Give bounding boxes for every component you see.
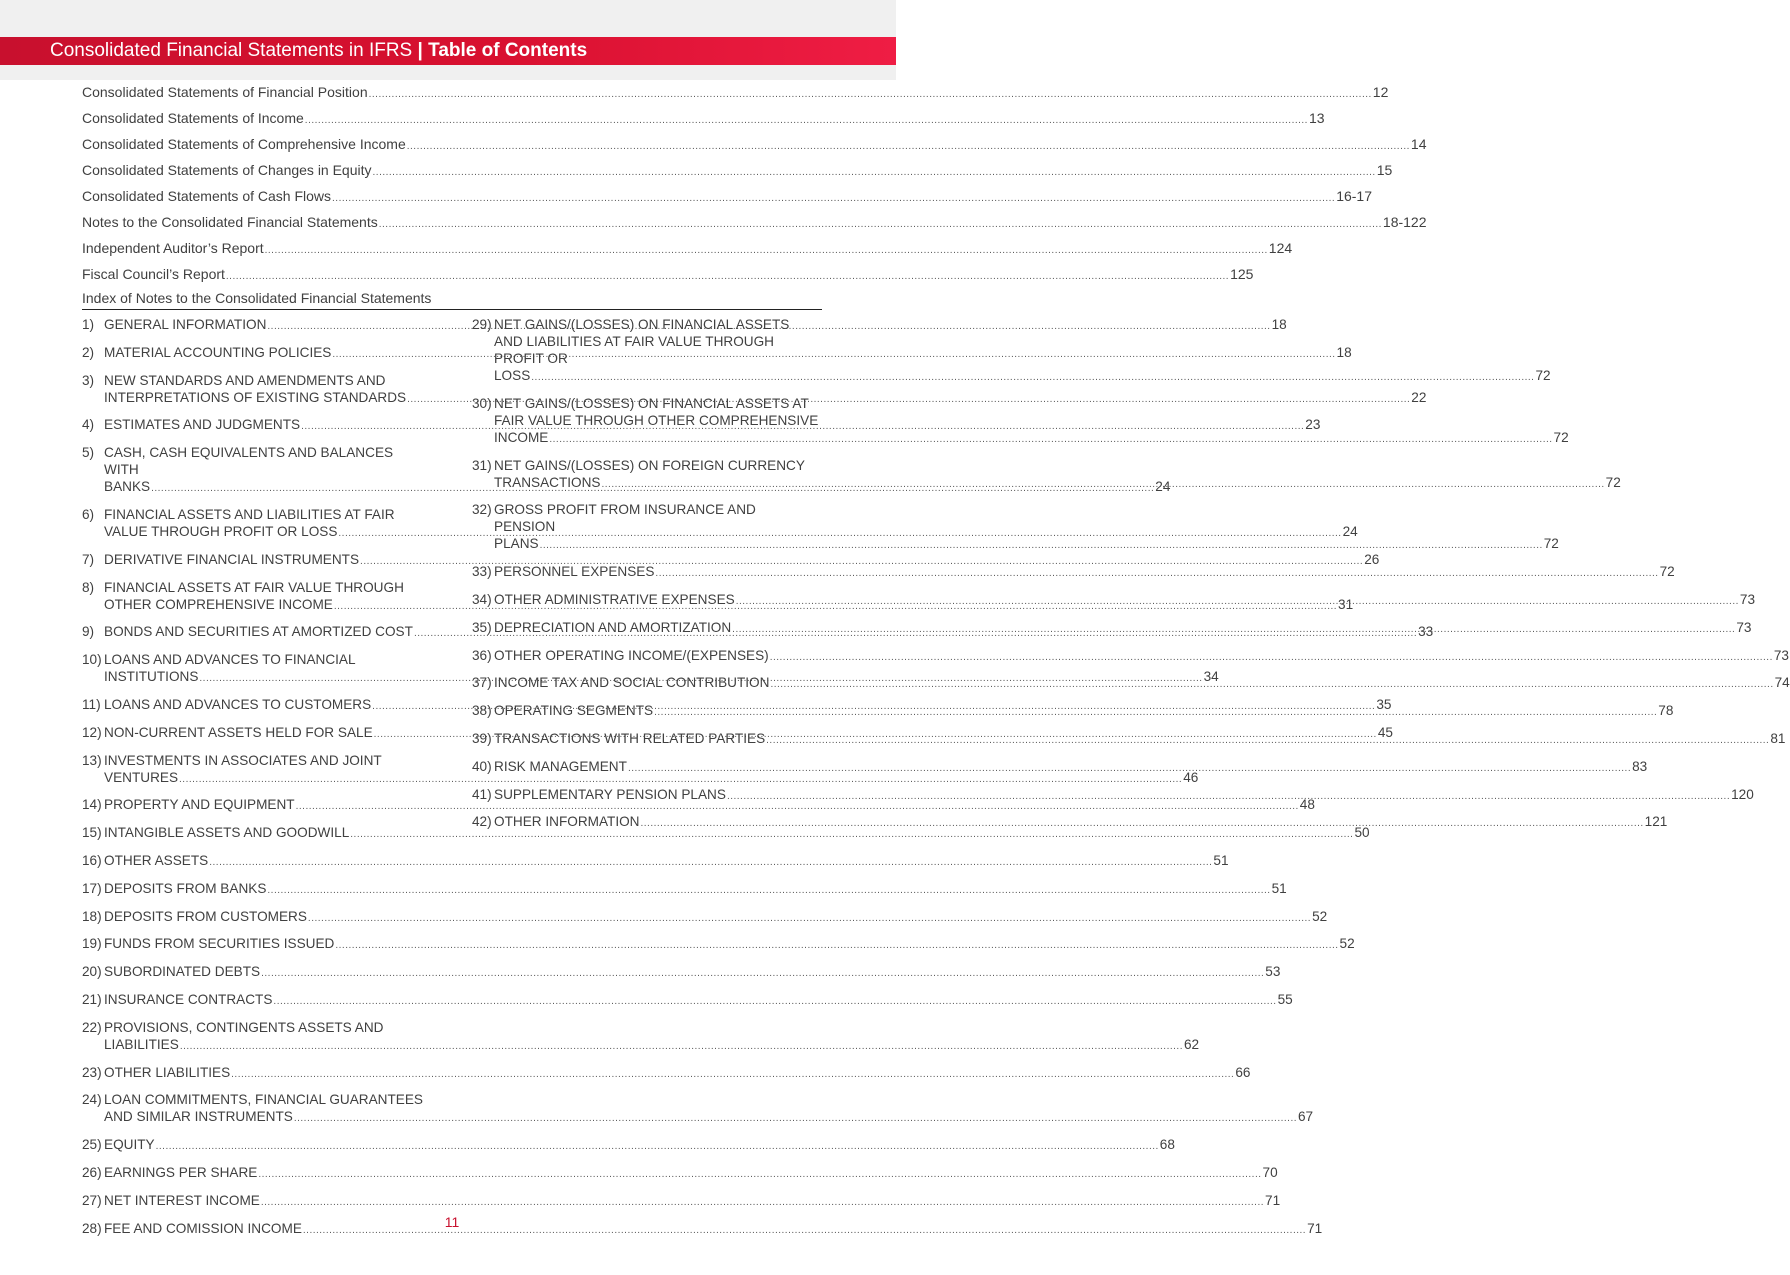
toc-entry[interactable] <box>82 132 1427 158</box>
note-number: 21) <box>82 991 102 1007</box>
note-title: GENERAL INFORMATION <box>104 317 267 332</box>
note-title: TRANSACTIONS <box>494 474 601 490</box>
leader-dots <box>407 135 1410 159</box>
note-page: 68 <box>1159 1137 1175 1153</box>
note-title: LOSS <box>494 368 531 383</box>
note-page: 26 <box>1364 551 1380 567</box>
note-title: ESTIMATES AND JUDGMENTS <box>104 417 301 433</box>
note-page: 52 <box>1339 936 1355 952</box>
note-entry[interactable] <box>82 1064 1251 1083</box>
note-number: 40) <box>472 758 492 774</box>
note-title-lead: NET GAINS/(LOSSES) ON FOREIGN CURRENCY <box>494 457 805 473</box>
note-number: 36) <box>472 647 492 663</box>
leader-dots <box>265 239 1268 263</box>
note-title: FUNDS FROM SECURITIES ISSUED <box>104 936 335 952</box>
note-page: 73 <box>1773 647 1789 663</box>
note-page: 48 <box>1299 797 1315 813</box>
note-title: DEPRECIATION AND AMORTIZATION <box>494 619 732 635</box>
note-page: 71 <box>1307 1220 1323 1236</box>
note-title: BONDS AND SECURITIES AT AMORTIZED COST <box>104 624 413 640</box>
note-page: 34 <box>1203 669 1219 685</box>
note-page: 81 <box>1770 730 1786 746</box>
note-title-lead: NET GAINS/(LOSSES) ON FINANCIAL ASSETS AT FAIR VALUE THROUGH OTHER COMPREHENSIVE <box>494 395 819 428</box>
note-entry[interactable] <box>82 1192 1281 1211</box>
leader-dots <box>770 676 1773 693</box>
note-title: AND SIMILAR INSTRUMENTS <box>104 1109 293 1125</box>
note-page: 46 <box>1183 769 1199 785</box>
toc-entry[interactable] <box>82 106 1325 132</box>
toc-entry[interactable] <box>82 210 1427 236</box>
note-title: OTHER LIABILITIES <box>104 1064 231 1080</box>
note-entry[interactable] <box>82 416 1321 435</box>
note-number: 8) <box>82 579 95 595</box>
note-page: 33 <box>1418 624 1434 640</box>
toc-entry-page: 16-17 <box>1336 188 1372 204</box>
note-number: 12) <box>82 724 102 740</box>
toc-entry[interactable] <box>82 158 1393 184</box>
note-entry[interactable] <box>472 813 1668 832</box>
note-page: 83 <box>1632 758 1648 774</box>
note-page: 72 <box>1659 564 1675 580</box>
note-entry[interactable] <box>82 963 1281 982</box>
note-number: 41) <box>472 786 492 802</box>
leader-dots <box>294 1110 1297 1127</box>
leader-dots <box>549 431 1552 448</box>
note-number: 34) <box>472 591 492 607</box>
note-page: 35 <box>1376 696 1392 712</box>
leader-dots <box>332 187 1335 211</box>
leader-dots <box>226 265 1229 289</box>
note-page: 18 <box>1336 344 1352 360</box>
note-title-lead: PROVISIONS, CONTINGENTS ASSETS AND <box>104 1019 384 1035</box>
section-header <box>0 37 896 65</box>
note-number: 15) <box>82 825 102 841</box>
note-number: 4) <box>82 417 95 433</box>
note-title: RISK MANAGEMENT <box>494 758 627 774</box>
note-page: 70 <box>1262 1164 1278 1180</box>
note-entry[interactable] <box>472 647 1789 666</box>
note-title: NON-CURRENT ASSETS HELD FOR SALE <box>104 724 373 740</box>
note-page: 31 <box>1338 596 1354 612</box>
note-title-lead: NET GAINS/(LOSSES) ON FINANCIAL ASSETS AND LIABILITIES AT FAIR VALUE THROUGH PROFIT OR <box>494 317 790 366</box>
note-title: OTHER OPERATING INCOME/(EXPENSES) <box>494 647 769 663</box>
note-number: 19) <box>82 936 102 952</box>
note-title-lead: LOANS AND ADVANCES TO FINANCIAL <box>104 652 356 668</box>
toc-entry-page: 125 <box>1230 266 1254 282</box>
note-title: MATERIAL ACCOUNTING POLICIES <box>104 344 332 360</box>
note-title: INSTITUTIONS <box>104 669 199 685</box>
note-page: 73 <box>1736 619 1752 635</box>
note-number: 42) <box>472 814 492 830</box>
note-page: 51 <box>1271 880 1287 896</box>
note-number: 23) <box>82 1064 102 1080</box>
note-title: EARNINGS PER SHARE <box>104 1164 258 1180</box>
note-number: 2) <box>82 344 95 360</box>
note-title: INCOME TAX AND SOCIAL CONTRIBUTION <box>494 675 770 691</box>
note-title: LOANS AND ADVANCES TO CUSTOMERS <box>104 696 372 712</box>
leader-dots <box>261 965 1264 982</box>
note-number: 33) <box>472 564 492 580</box>
note-number: 7) <box>82 551 95 567</box>
note-entry[interactable] <box>82 824 1370 843</box>
note-page: 120 <box>1731 786 1754 802</box>
note-entry[interactable] <box>82 908 1328 927</box>
note-page: 62 <box>1183 1036 1200 1052</box>
page-number: 11 <box>444 1214 460 1230</box>
note-page: 45 <box>1377 724 1393 740</box>
note-number: 28) <box>82 1220 102 1236</box>
note-title: INSURANCE CONTRACTS <box>104 991 273 1007</box>
note-title: TRANSACTIONS WITH RELATED PARTIES <box>494 730 766 746</box>
toc-entry-title: Consolidated Statements of Financial Position <box>82 84 368 100</box>
note-entry[interactable] <box>472 563 1675 582</box>
note-title: BANKS <box>104 479 151 495</box>
leader-dots <box>540 537 1543 554</box>
note-entry[interactable] <box>82 344 1352 363</box>
note-page: 51 <box>1213 852 1229 868</box>
note-number: 30) <box>472 395 492 411</box>
leader-dots <box>308 910 1311 927</box>
note-page: 71 <box>1265 1192 1281 1208</box>
leader-dots <box>655 565 1658 582</box>
note-page: 24 <box>1155 479 1171 495</box>
note-title: DERIVATIVE FINANCIAL INSTRUMENTS <box>104 551 360 567</box>
note-page: 22 <box>1411 389 1427 405</box>
note-number: 24) <box>82 1092 102 1108</box>
header-section: Table of Contents <box>428 40 588 61</box>
toc-entry-page: 13 <box>1308 110 1325 126</box>
leader-dots <box>379 213 1382 237</box>
note-page: 73 <box>1739 591 1756 607</box>
note-number: 35) <box>472 619 492 635</box>
leader-dots <box>180 1038 1183 1055</box>
note-page: 52 <box>1312 908 1328 924</box>
note-title: INTERPRETATIONS OF EXISTING STANDARDS <box>104 389 407 405</box>
note-page: 23 <box>1305 417 1321 433</box>
note-page: 72 <box>1553 429 1569 445</box>
note-number: 26) <box>82 1164 102 1180</box>
note-page: 78 <box>1658 703 1674 719</box>
leader-dots <box>531 369 1534 386</box>
note-number: 9) <box>82 624 95 640</box>
note-title-lead: CASH, CASH EQUIVALENTS AND BALANCES WITH <box>104 445 394 478</box>
leader-dots <box>641 815 1644 832</box>
note-title: DEPOSITS FROM CUSTOMERS <box>104 908 307 924</box>
note-title-lead: LOAN COMMITMENTS, FINANCIAL GUARANTEES <box>104 1092 423 1108</box>
note-title: INCOME <box>494 429 549 445</box>
note-title-lead: FINANCIAL ASSETS AT FAIR VALUE THROUGH <box>104 579 404 595</box>
toc-entry[interactable] <box>82 262 1254 288</box>
toc-entry-title: Notes to the Consolidated Financial Statements <box>82 214 378 230</box>
toc-entry-title: Consolidated Statements of Changes in Equity <box>82 162 372 178</box>
note-number: 32) <box>472 502 492 518</box>
leader-dots <box>209 854 1212 871</box>
note-number: 29) <box>472 317 492 332</box>
note-number: 5) <box>82 445 95 461</box>
note-number: 18) <box>82 908 102 924</box>
note-number: 25) <box>82 1137 102 1153</box>
toc-entry-title: Consolidated Statements of Income <box>82 110 304 126</box>
toc-entry-title: Independent Auditor’s Report <box>82 240 264 256</box>
note-number: 38) <box>472 703 492 719</box>
note-title: LIABILITIES <box>104 1036 179 1052</box>
toc-entry-title: Consolidated Statements of Cash Flows <box>82 188 332 204</box>
note-title: OTHER ADMINISTRATIVE EXPENSES <box>494 591 735 607</box>
note-title: PLANS <box>494 536 539 552</box>
toc-entry-title: Consolidated Statements of Comprehensive Income <box>82 136 406 152</box>
leader-dots <box>736 593 1739 610</box>
note-title: SUPPLEMENTARY PENSION PLANS <box>494 786 726 802</box>
note-page: 74 <box>1774 675 1790 691</box>
note-entry[interactable] <box>82 1136 1175 1155</box>
note-number: 20) <box>82 964 102 980</box>
note-title: DEPOSITS FROM BANKS <box>104 880 267 896</box>
note-title: INTANGIBLE ASSETS AND GOODWILL <box>104 825 350 841</box>
note-entry[interactable] <box>82 1019 1200 1055</box>
note-title: SUBORDINATED DEBTS <box>104 964 261 980</box>
leader-dots <box>369 83 1372 107</box>
note-title: OTHER COMPREHENSIVE INCOME <box>104 596 333 612</box>
note-page: 50 <box>1354 825 1370 841</box>
note-entry[interactable] <box>82 991 1293 1010</box>
note-title: EQUITY <box>104 1137 155 1153</box>
toc-entry-page: 12 <box>1372 84 1389 100</box>
toc-entry-page: 18-122 <box>1382 214 1427 230</box>
note-title: PERSONNEL EXPENSES <box>494 564 655 580</box>
note-number: 11) <box>82 696 101 712</box>
leader-dots <box>258 1166 1261 1183</box>
leader-dots <box>261 1194 1264 1211</box>
leader-dots <box>628 760 1631 777</box>
toc-entry[interactable] <box>82 184 1372 210</box>
note-page: 55 <box>1277 991 1293 1007</box>
note-number: 17) <box>82 880 102 896</box>
note-title-lead: GROSS PROFIT FROM INSURANCE AND PENSION <box>494 502 756 535</box>
toc-entry-page: 14 <box>1410 136 1427 152</box>
note-number: 3) <box>82 372 95 388</box>
table-of-contents <box>82 80 1427 288</box>
header-title: Consolidated Financial Statements in IFRS <box>50 40 413 61</box>
note-title: OTHER ASSETS <box>104 852 209 868</box>
note-entry[interactable] <box>82 1164 1278 1183</box>
leader-dots <box>654 704 1657 721</box>
note-title: OPERATING SEGMENTS <box>494 703 654 719</box>
note-entry[interactable] <box>82 551 1380 570</box>
note-page: 18 <box>1271 317 1287 332</box>
note-title: FEE AND COMISSION INCOME <box>104 1220 302 1236</box>
note-title-lead: INVESTMENTS IN ASSOCIATES AND JOINT <box>104 752 382 768</box>
note-title-lead: NEW STANDARDS AND AMENDMENTS AND <box>104 372 386 388</box>
note-number: 13) <box>82 752 102 768</box>
leader-dots <box>335 937 1338 954</box>
note-title: PROPERTY AND EQUIPMENT <box>104 797 295 813</box>
note-page: 53 <box>1265 964 1281 980</box>
leader-dots <box>770 649 1773 666</box>
leader-dots <box>273 993 1276 1010</box>
note-number: 27) <box>82 1192 102 1208</box>
note-number: 22) <box>82 1019 102 1035</box>
note-title-lead: FINANCIAL ASSETS AND LIABILITIES AT FAIR <box>104 506 395 522</box>
toc-entry[interactable] <box>82 80 1389 106</box>
note-number: 6) <box>82 506 95 522</box>
note-title: VENTURES <box>104 769 179 785</box>
note-page: 72 <box>1605 474 1621 490</box>
note-page: 66 <box>1235 1064 1251 1080</box>
note-page: 72 <box>1543 536 1559 552</box>
leader-dots <box>156 1138 1159 1155</box>
header-separator: | <box>417 40 423 61</box>
note-page: 67 <box>1298 1109 1314 1125</box>
leader-dots <box>373 161 1376 185</box>
leader-dots <box>766 732 1769 749</box>
note-number: 31) <box>472 457 492 473</box>
note-page: 24 <box>1342 523 1358 539</box>
leader-dots <box>727 788 1730 805</box>
leader-dots <box>231 1066 1234 1083</box>
note-page: 121 <box>1644 814 1668 830</box>
note-entry[interactable] <box>82 796 1315 815</box>
note-entry[interactable] <box>82 1091 1314 1127</box>
note-number: 10) <box>82 652 102 668</box>
notes-index-title: Index of Notes to the Consolidated Financial Statements <box>82 288 822 310</box>
note-page: 72 <box>1535 368 1551 383</box>
note-title: OTHER INFORMATION <box>494 814 640 830</box>
note-entry[interactable] <box>82 880 1287 899</box>
note-number: 16) <box>82 852 102 868</box>
leader-dots <box>732 621 1735 638</box>
note-title: NET INTEREST INCOME <box>104 1192 260 1208</box>
note-number: 1) <box>82 317 95 332</box>
leader-dots <box>305 109 1308 133</box>
note-number: 39) <box>472 730 492 746</box>
leader-dots <box>267 882 1270 899</box>
note-number: 37) <box>472 675 492 691</box>
toc-entry-title: Fiscal Council’s Report <box>82 266 225 282</box>
toc-entry-page: 124 <box>1268 240 1293 256</box>
note-entry[interactable] <box>82 935 1355 954</box>
note-number: 14) <box>82 797 102 813</box>
toc-entry-page: 15 <box>1376 162 1393 178</box>
note-entry[interactable] <box>82 852 1229 871</box>
note-title: VALUE THROUGH PROFIT OR LOSS <box>104 523 338 539</box>
leader-dots <box>602 476 1605 493</box>
toc-entry[interactable] <box>82 236 1293 262</box>
